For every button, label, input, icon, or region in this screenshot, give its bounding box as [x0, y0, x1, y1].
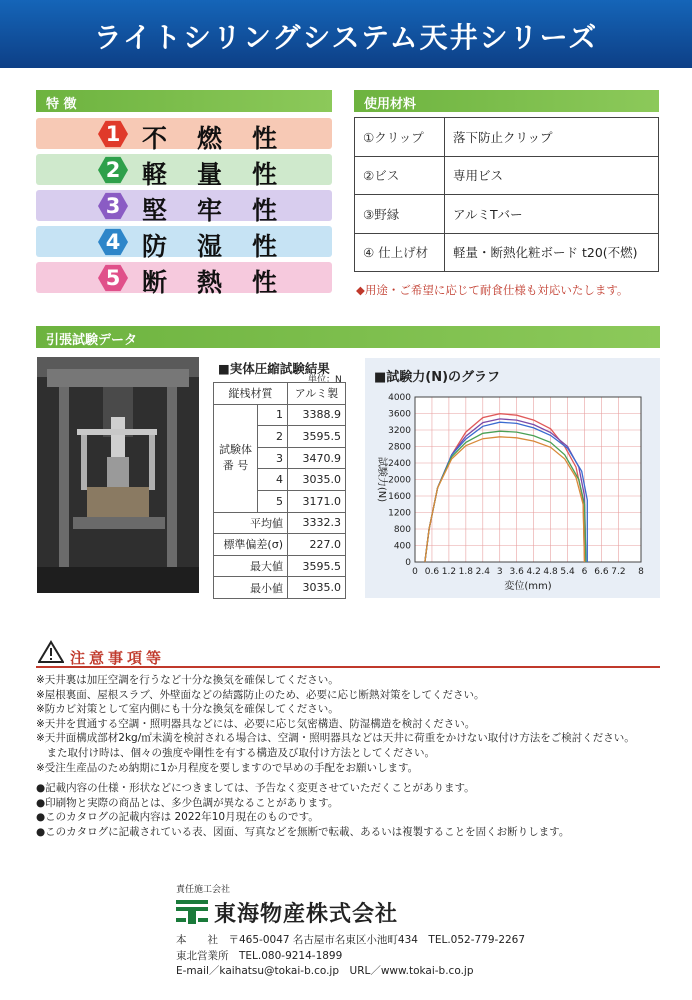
- test-machine-photo: [37, 357, 199, 593]
- stat-label: 平均値: [214, 512, 288, 534]
- x-tick-label: 6.6: [594, 567, 609, 577]
- material-item: ③野縁: [355, 195, 445, 234]
- y-tick-label: 800: [393, 525, 411, 535]
- sample-number: 2: [258, 426, 288, 448]
- results-stat-row: [214, 534, 346, 556]
- sample-value: 3171.0: [288, 490, 346, 512]
- y-tick-label: 400: [393, 541, 411, 552]
- stat-value: 227.0: [288, 534, 346, 556]
- x-tick-label: 2.4: [475, 567, 490, 577]
- warning-icon: [38, 640, 64, 664]
- y-tick-label: 3600: [388, 409, 411, 420]
- caution-note: また取付け時は、個々の強度や剛性を有する構造及び取付け方法としてください。: [36, 746, 435, 759]
- feature-item: [36, 226, 332, 261]
- material-item: ④ 仕上げ材: [355, 233, 445, 272]
- y-tick-label: 3200: [388, 426, 411, 436]
- force-displacement-chart: [365, 385, 660, 597]
- caution-title: 注意事項等: [70, 649, 166, 667]
- caution-divider: [36, 666, 660, 668]
- material-desc: アルミTバー: [445, 195, 659, 234]
- feature-number-badge: 3: [98, 192, 128, 220]
- x-tick-label: 1.8: [458, 567, 474, 577]
- caution-note: ●このカタログに記載されている表、図面、写真などを無断で転載、あるいは複製することを固くお断りします。: [36, 825, 570, 838]
- x-tick-label: 4.2: [526, 567, 541, 577]
- tohoku-office: 東北営業所 TEL.080-9214-1899: [176, 950, 343, 962]
- feature-label: 堅牢性: [142, 196, 308, 225]
- feature-number-badge: 5: [98, 264, 128, 292]
- results-unit: 単位：N: [308, 375, 342, 385]
- caution-note: ※天井を貫通する空調・照明器具などには、必要に応じ気密構造、防湿構造を検討ください。: [36, 717, 476, 730]
- caution-notes: [36, 673, 666, 840]
- y-tick-label: 2800: [388, 442, 411, 453]
- materials-row: [355, 233, 659, 272]
- test-header: 引張試験データ: [36, 326, 660, 348]
- results-stat-row: [214, 577, 346, 599]
- feature-item: [36, 154, 332, 189]
- stat-value: 3332.3: [288, 512, 346, 534]
- sample-value: 3470.9: [288, 447, 346, 469]
- materials-note: ◆用途・ご希望に応じて耐食仕様も対応いたします。: [356, 283, 629, 297]
- material-desc: 専用ビス: [445, 156, 659, 195]
- material-item: ②ビス: [355, 156, 445, 195]
- page-title: ライトシリングシステム天井シリーズ: [93, 21, 599, 54]
- materials-row: [355, 195, 659, 234]
- y-tick-label: 2400: [388, 459, 411, 469]
- results-stat-row: [214, 512, 346, 534]
- results-stat-row: [214, 555, 346, 577]
- x-axis-label: 変位(mm): [504, 581, 552, 592]
- contact-info: E-mail／kaihatsu@tokai-b.co.jp URL／www.tokai-b.co.jp: [176, 965, 474, 977]
- sample-number: 1: [258, 404, 288, 426]
- y-tick-label: 1600: [388, 492, 411, 502]
- y-tick-label: 2000: [388, 475, 411, 486]
- material-item: ①クリップ: [355, 118, 445, 157]
- sample-value: 3035.0: [288, 469, 346, 491]
- materials-header: 使用材料: [354, 90, 659, 112]
- sample-number: 5: [258, 490, 288, 512]
- materials-table: [354, 117, 659, 272]
- results-table-title: ■実体圧縮試験結果: [218, 361, 330, 376]
- title-banner: [0, 0, 692, 68]
- results-sample-row: [214, 404, 346, 426]
- stat-label: 標準偏差(σ): [214, 534, 288, 556]
- material-desc: 落下防止クリップ: [445, 118, 659, 157]
- head-office-address: 本 社 〒465-0047 名古屋市名東区小池町434 TEL.052-779-2267: [176, 934, 526, 946]
- materials-row: [355, 156, 659, 195]
- feature-item: [36, 190, 332, 225]
- x-tick-label: 3.6: [509, 567, 524, 577]
- results-col-header: 縦桟材質: [214, 383, 288, 405]
- sample-group-label: 試験体番 号: [214, 404, 258, 512]
- sample-value: 3388.9: [288, 404, 346, 426]
- y-tick-label: 1200: [388, 508, 411, 519]
- sample-number: 4: [258, 469, 288, 491]
- caution-note: ※屋根裏面、屋根スラブ、外壁面などの結露防止のため、必要に応じ断熱対策をしてください。: [36, 688, 485, 701]
- stat-label: 最大値: [214, 555, 288, 577]
- x-tick-label: 1.2: [441, 567, 457, 577]
- y-axis-label: 試験力(N): [376, 456, 387, 503]
- x-tick-label: 0: [412, 567, 418, 577]
- company-label: 責任施工会社: [176, 885, 231, 895]
- x-tick-label: 5.4: [560, 567, 575, 577]
- stat-label: 最小値: [214, 577, 288, 599]
- y-tick-label: 4000: [388, 393, 411, 403]
- caution-note: ※天井裏は加圧空調を行うなど十分な換気を確保してください。: [36, 674, 339, 686]
- results-table: [213, 382, 346, 599]
- x-tick-label: 4.8: [543, 567, 558, 577]
- sample-value: 3595.5: [288, 426, 346, 448]
- material-desc: 軽量・断熱化粧ボード t20(不燃): [445, 233, 659, 272]
- caution-note: ※受注生産品のため納期に1か月程度を要しますので早めの手配をお願いします。: [36, 761, 419, 774]
- x-tick-label: 7.2: [611, 567, 626, 577]
- feature-label: 断熱性: [142, 268, 308, 297]
- feature-label: 不燃性: [142, 124, 308, 153]
- caution-note: ※防カビ対策として室内側にも十分な換気を確保してください。: [36, 703, 339, 716]
- stat-value: 3595.5: [288, 555, 346, 577]
- feature-number-badge: 4: [98, 228, 128, 256]
- feature-number-badge: 1: [98, 120, 128, 148]
- x-tick-label: 6: [581, 567, 588, 577]
- feature-label: 防湿性: [142, 232, 308, 261]
- feature-number-badge: 2: [98, 156, 128, 184]
- feature-label: 軽量性: [142, 160, 308, 189]
- sample-number: 3: [258, 447, 288, 469]
- company-name: 東海物産株式会社: [214, 902, 399, 927]
- results-col-header: アルミ製: [288, 383, 346, 405]
- caution-note: ※天井面構成部材2kg/㎡未満を検討される場合は、空調・照明器具などは天井に荷重をかけない取付け方法をご検討ください。: [36, 732, 635, 745]
- company-logo-icon: [176, 898, 208, 924]
- caution-note: ●記載内容の仕様・形状などにつきましては、予告なく変更させていただくことがあります。: [36, 782, 475, 795]
- caution-note: ●このカタログの記載内容は 2022年10月現在のものです。: [36, 811, 319, 824]
- caution-note: ●印刷物と実際の商品とは、多少色調が異なることがあります。: [36, 796, 339, 809]
- stat-value: 3035.0: [288, 577, 346, 599]
- x-tick-label: 8: [638, 567, 644, 577]
- materials-row: [355, 118, 659, 157]
- feature-item: [36, 118, 332, 153]
- features-header: 特 徴: [36, 90, 332, 112]
- x-tick-label: 0.6: [424, 567, 440, 577]
- x-tick-label: 3: [496, 567, 503, 577]
- feature-item: [36, 262, 332, 297]
- y-tick-label: 0: [405, 558, 411, 568]
- chart-title: ■試験力(N)のグラフ: [374, 370, 501, 385]
- results-header-row: [214, 383, 346, 405]
